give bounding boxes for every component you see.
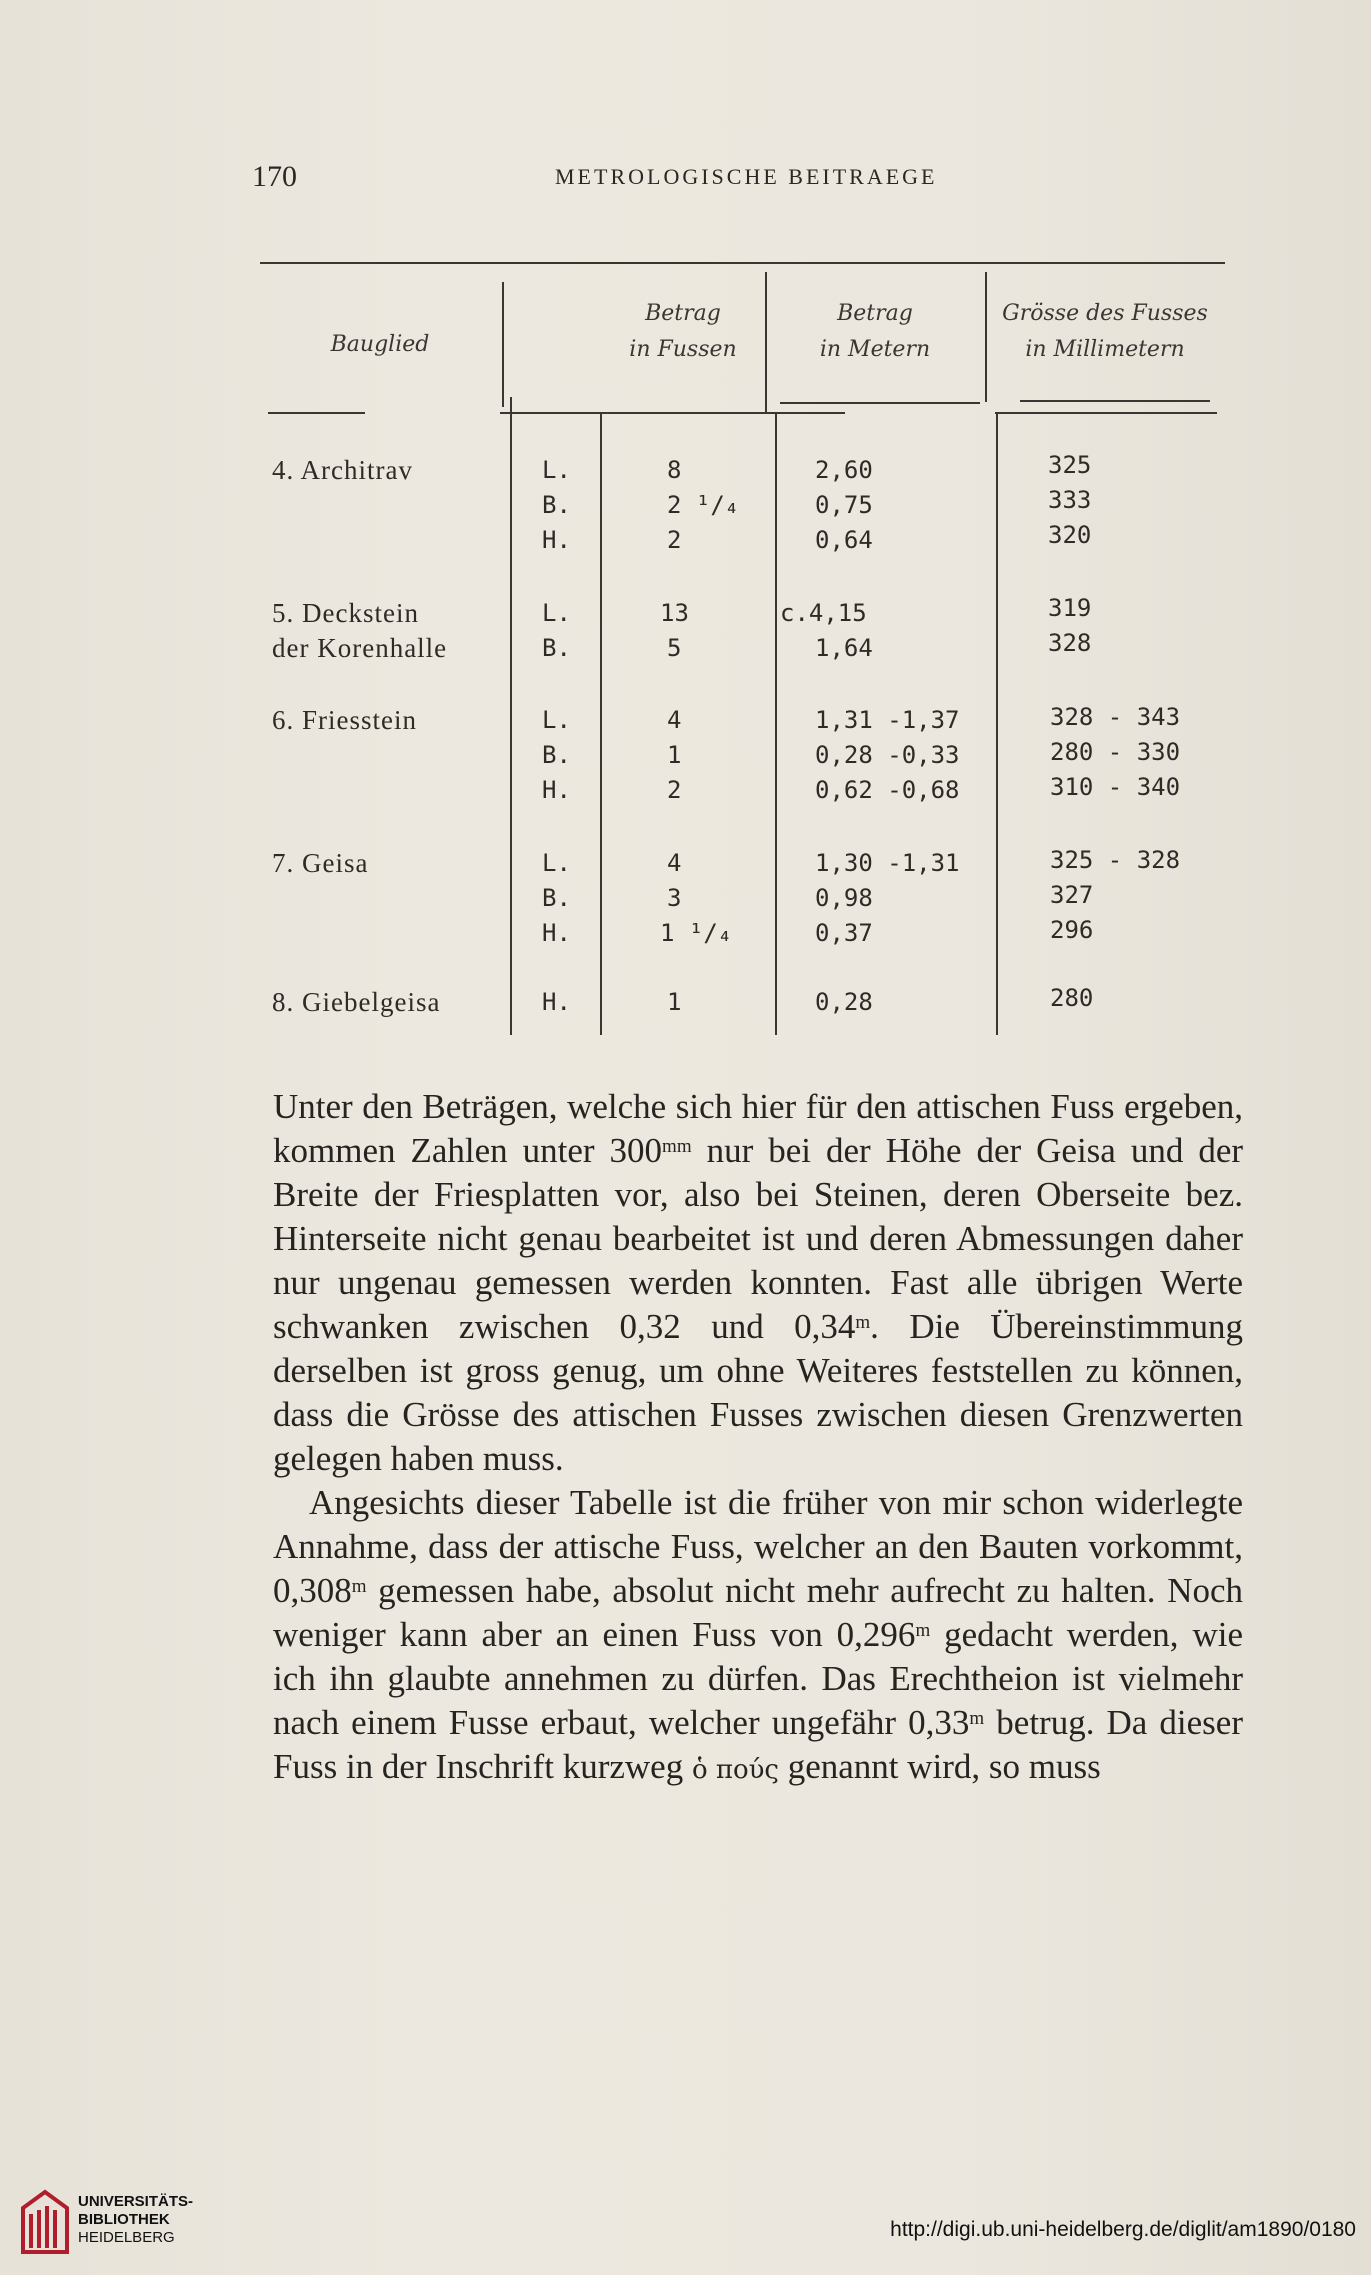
row-dimension: H. bbox=[542, 776, 571, 804]
row-dimension: B. bbox=[542, 491, 571, 519]
source-url[interactable]: http://digi.ub.uni-heidelberg.de/diglit/am1890/0180 bbox=[890, 2218, 1356, 2241]
header-betrag-meter-line1: Betrag bbox=[837, 301, 913, 326]
row-betrag-fuss: 3 bbox=[667, 884, 682, 912]
row-betrag-meter: 0,37 bbox=[815, 919, 873, 947]
row-fuss-mm: 325 - 328 bbox=[1050, 846, 1181, 874]
header-betrag-meter-line2: in Metern bbox=[819, 337, 931, 362]
text-run: genannt wird, so muss bbox=[778, 1747, 1101, 1786]
table-column-rule bbox=[510, 397, 512, 1035]
row-fuss-mm: 296 bbox=[1050, 916, 1094, 944]
row-betrag-fuss: 1 ¹/₄ bbox=[660, 919, 733, 947]
row-fuss-mm: 333 bbox=[1048, 486, 1092, 514]
running-title: METROLOGISCHE BEITRAEGE bbox=[555, 164, 938, 189]
row-name: 4. Architrav bbox=[272, 455, 413, 485]
row-betrag-meter: 0,62 -0,68 bbox=[815, 776, 960, 804]
row-fuss-mm: 280 - 330 bbox=[1050, 738, 1181, 766]
row-fuss-mm: 310 - 340 bbox=[1050, 773, 1181, 801]
table-header-rule bbox=[995, 412, 1217, 414]
row-betrag-meter: 1,30 -1,31 bbox=[815, 849, 960, 877]
row-betrag-fuss: 1 bbox=[667, 988, 682, 1016]
unit-superscript: m bbox=[351, 1576, 367, 1597]
row-fuss-mm: 280 bbox=[1050, 984, 1094, 1012]
table-column-rule bbox=[775, 412, 777, 1035]
header-betrag-fuss-line2: in Fussen bbox=[629, 337, 737, 362]
row-betrag-meter: c.4,15 bbox=[780, 599, 867, 627]
measurement-table bbox=[260, 262, 1225, 1042]
unit-superscript: m bbox=[969, 1708, 985, 1729]
table-column-rule bbox=[502, 282, 504, 407]
header-groesse-line2: in Millimetern bbox=[1025, 337, 1185, 362]
row-fuss-mm: 319 bbox=[1048, 594, 1092, 622]
text-run: Unter den Beträgen, welche sich hier für den attischen Fuss ergeben, kommen Zahlen unter 300 bbox=[273, 1087, 1243, 1170]
row-dimension: B. bbox=[542, 741, 571, 769]
unit-superscript: m bbox=[915, 1620, 931, 1641]
unit-superscript: mm bbox=[662, 1136, 692, 1157]
row-betrag-meter: 0,28 -0,33 bbox=[815, 741, 960, 769]
row-fuss-mm: 320 bbox=[1048, 521, 1092, 549]
row-betrag-meter: 0,28 bbox=[815, 988, 873, 1016]
row-name: der Korenhalle bbox=[272, 633, 448, 663]
body-text bbox=[273, 1085, 1243, 1792]
row-name: 8. Giebelgeisa bbox=[272, 987, 441, 1017]
row-betrag-fuss: 2 bbox=[667, 776, 682, 804]
row-betrag-meter: 1,31 -1,37 bbox=[815, 706, 960, 734]
page-number: 170 bbox=[252, 160, 297, 193]
row-name: 7. Geisa bbox=[272, 848, 369, 878]
row-dimension: L. bbox=[542, 849, 571, 877]
greek-term: ὁ πούς bbox=[691, 1755, 779, 1785]
table-column-rule bbox=[600, 412, 602, 1035]
table-header-rule bbox=[780, 402, 980, 404]
row-betrag-meter: 2,60 bbox=[815, 456, 873, 484]
unit-superscript: m bbox=[855, 1312, 871, 1333]
header-groesse-line1: Grösse des Fusses bbox=[1002, 301, 1208, 326]
row-betrag-meter: 0,98 bbox=[815, 884, 873, 912]
row-betrag-fuss: 1 bbox=[667, 741, 682, 769]
table-header-rule bbox=[1020, 400, 1210, 402]
row-betrag-fuss: 2 bbox=[667, 526, 682, 554]
library-logo-icon bbox=[15, 2180, 75, 2260]
row-name: 5. Deckstein bbox=[272, 598, 419, 628]
row-dimension: B. bbox=[542, 634, 571, 662]
row-dimension: L. bbox=[542, 706, 571, 734]
text-run: Angesichts dieser Tabelle ist die früher von mir schon widerlegte Annahme, dass der attische Fuss, welcher an den Bauten vorkommt, 0,308 bbox=[273, 1483, 1243, 1610]
row-dimension: H. bbox=[542, 526, 571, 554]
running-header bbox=[0, 160, 1371, 200]
text-run: betrug. Da dieser Fuss in der Inschrift kurzweg bbox=[273, 1703, 1243, 1786]
row-dimension: H. bbox=[542, 988, 571, 1016]
row-dimension: L. bbox=[542, 599, 571, 627]
paragraph bbox=[273, 1085, 1243, 1481]
row-name: 6. Friesstein bbox=[272, 705, 417, 735]
row-betrag-meter: 1,64 bbox=[815, 634, 873, 662]
text-run: gemessen habe, absolut nicht mehr aufrecht zu halten. Noch weniger kann aber an einen Fuss von 0,296 bbox=[273, 1571, 1243, 1654]
row-dimension: H. bbox=[542, 919, 571, 947]
row-betrag-meter: 0,75 bbox=[815, 491, 873, 519]
library-name-line: BIBLIOTHEK bbox=[78, 2211, 170, 2228]
row-fuss-mm: 328 bbox=[1048, 629, 1092, 657]
table-header-rule bbox=[500, 412, 845, 414]
header-bauglied: Bauglied bbox=[330, 332, 430, 357]
header-betrag-fuss-line1: Betrag bbox=[645, 301, 721, 326]
library-name-line: HEIDELBERG bbox=[78, 2229, 175, 2246]
text-run: nur bei der Höhe der Geisa und der Breite der Friesplatten vor, also bei Steinen, deren Oberseite bez. Hinterseite nicht genau bearbeitet ist und deren Abmessungen daher nur ungenau gemessen werden konnten. Fast alle übrigen Werte schwanken zwischen 0,32 und 0,34 bbox=[273, 1131, 1244, 1346]
row-betrag-fuss: 4 bbox=[667, 706, 682, 734]
row-betrag-fuss: 4 bbox=[667, 849, 682, 877]
row-betrag-meter: 0,64 bbox=[815, 526, 873, 554]
row-betrag-fuss: 5 bbox=[667, 634, 682, 662]
row-fuss-mm: 325 bbox=[1048, 451, 1092, 479]
row-dimension: B. bbox=[542, 884, 571, 912]
library-name-line: UNIVERSITÄTS- bbox=[78, 2193, 194, 2210]
row-fuss-mm: 328 - 343 bbox=[1050, 703, 1181, 731]
row-fuss-mm: 327 bbox=[1050, 881, 1094, 909]
row-betrag-fuss: 8 bbox=[667, 456, 682, 484]
text-run: . Die Übereinstimmung derselben ist gross genug, um ohne Weiteres feststellen zu können, dass die Grösse des attischen Fusses zwischen diesen Grenzwerten gelegen haben muss. bbox=[273, 1307, 1244, 1478]
text-run: gedacht werden, wie ich ihn glaubte annehmen zu dürfen. Das Erechtheion ist vielmehr nach einem Fusse erbaut, welcher ungefähr 0,33 bbox=[273, 1615, 1243, 1742]
paragraph bbox=[273, 1481, 1243, 1792]
library-name bbox=[78, 2193, 193, 2247]
table-column-rule bbox=[996, 412, 998, 1035]
table-header-rule bbox=[268, 412, 365, 414]
row-dimension: L. bbox=[542, 456, 571, 484]
row-betrag-fuss: 13 bbox=[660, 599, 689, 627]
table-top-rule bbox=[260, 262, 1225, 264]
row-betrag-fuss: 2 ¹/₄ bbox=[667, 491, 740, 519]
